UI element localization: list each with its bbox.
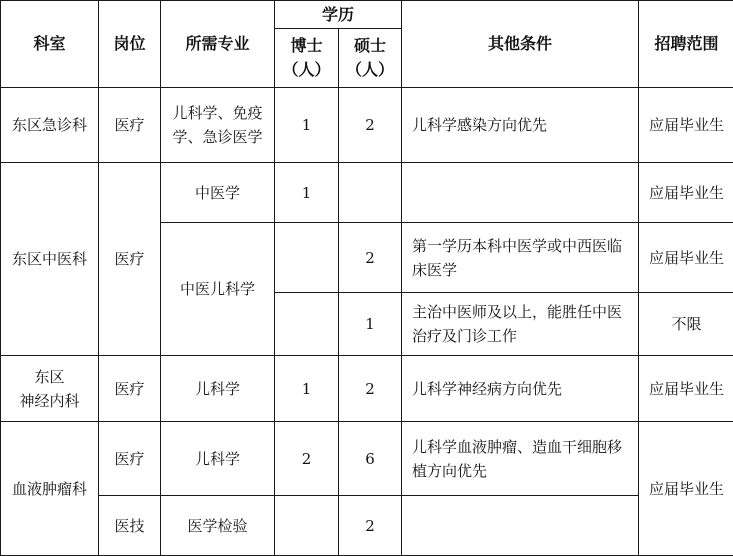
conditions-cell — [402, 163, 639, 223]
phd-count-cell — [275, 223, 339, 293]
phd-count-cell: 1 — [275, 88, 339, 163]
dept-cell: 东区急诊科 — [1, 88, 99, 163]
header-scope: 招聘范围 — [639, 1, 733, 88]
conditions-cell: 儿科学血液肿瘤、造血干细胞移植方向优先 — [402, 422, 639, 496]
table-row — [1, 496, 733, 556]
table-row — [1, 163, 733, 223]
scope-cell: 应届毕业生 — [639, 163, 733, 223]
master-count-cell: 6 — [339, 422, 402, 496]
major-cell: 中医儿科学 — [161, 223, 275, 356]
header-phd-label: 博士 — [279, 34, 334, 58]
header-phd-unit: （人） — [279, 58, 334, 82]
post-cell: 医疗 — [99, 88, 161, 163]
table-row — [1, 422, 733, 496]
scope-cell: 不限 — [639, 293, 733, 356]
header-post: 岗位 — [99, 1, 161, 88]
scope-cell: 应届毕业生 — [639, 356, 733, 422]
conditions-cell: 第一学历本科中医学或中西医临床医学 — [402, 223, 639, 293]
scope-cell: 应届毕业生 — [639, 223, 733, 293]
phd-count-cell — [275, 496, 339, 556]
post-cell: 医疗 — [99, 422, 161, 496]
major-cell: 儿科学、免疫学、急诊医学 — [161, 88, 275, 163]
dept-cell: 东区中医科 — [1, 163, 99, 356]
dept-line-1: 东区 — [5, 365, 94, 389]
master-count-cell: 2 — [339, 496, 402, 556]
scope-cell: 应届毕业生 — [639, 88, 733, 163]
header-row-top — [1, 1, 733, 29]
header-major: 所需专业 — [161, 1, 275, 88]
scope-cell: 应届毕业生 — [639, 422, 733, 556]
header-master-unit: （人） — [343, 58, 397, 82]
major-cell: 医学检验 — [161, 496, 275, 556]
major-cell: 中医学 — [161, 163, 275, 223]
master-count-cell: 2 — [339, 223, 402, 293]
conditions-cell: 儿科学感染方向优先 — [402, 88, 639, 163]
header-master-label: 硕士 — [343, 34, 397, 58]
header-dept: 科室 — [1, 1, 99, 88]
master-count-cell: 1 — [339, 293, 402, 356]
conditions-cell: 主治中医师及以上，能胜任中医治疗及门诊工作 — [402, 293, 639, 356]
table-row — [1, 356, 733, 422]
header-master — [339, 29, 402, 88]
header-education: 学历 — [275, 1, 402, 29]
conditions-cell — [402, 496, 639, 556]
header-phd — [275, 29, 339, 88]
master-count-cell — [339, 163, 402, 223]
conditions-cell: 儿科学神经病方向优先 — [402, 356, 639, 422]
master-count-cell: 2 — [339, 356, 402, 422]
phd-count-cell: 1 — [275, 356, 339, 422]
major-cell: 儿科学 — [161, 422, 275, 496]
master-count-cell: 2 — [339, 88, 402, 163]
post-cell: 医技 — [99, 496, 161, 556]
table-row — [1, 88, 733, 163]
dept-line-2: 神经内科 — [5, 389, 94, 413]
phd-count-cell — [275, 293, 339, 356]
post-cell: 医疗 — [99, 163, 161, 356]
header-conditions: 其他条件 — [402, 1, 639, 88]
dept-cell: 血液肿瘤科 — [1, 422, 99, 556]
major-cell: 儿科学 — [161, 356, 275, 422]
post-cell: 医疗 — [99, 356, 161, 422]
dept-cell — [1, 356, 99, 422]
phd-count-cell: 1 — [275, 163, 339, 223]
phd-count-cell: 2 — [275, 422, 339, 496]
